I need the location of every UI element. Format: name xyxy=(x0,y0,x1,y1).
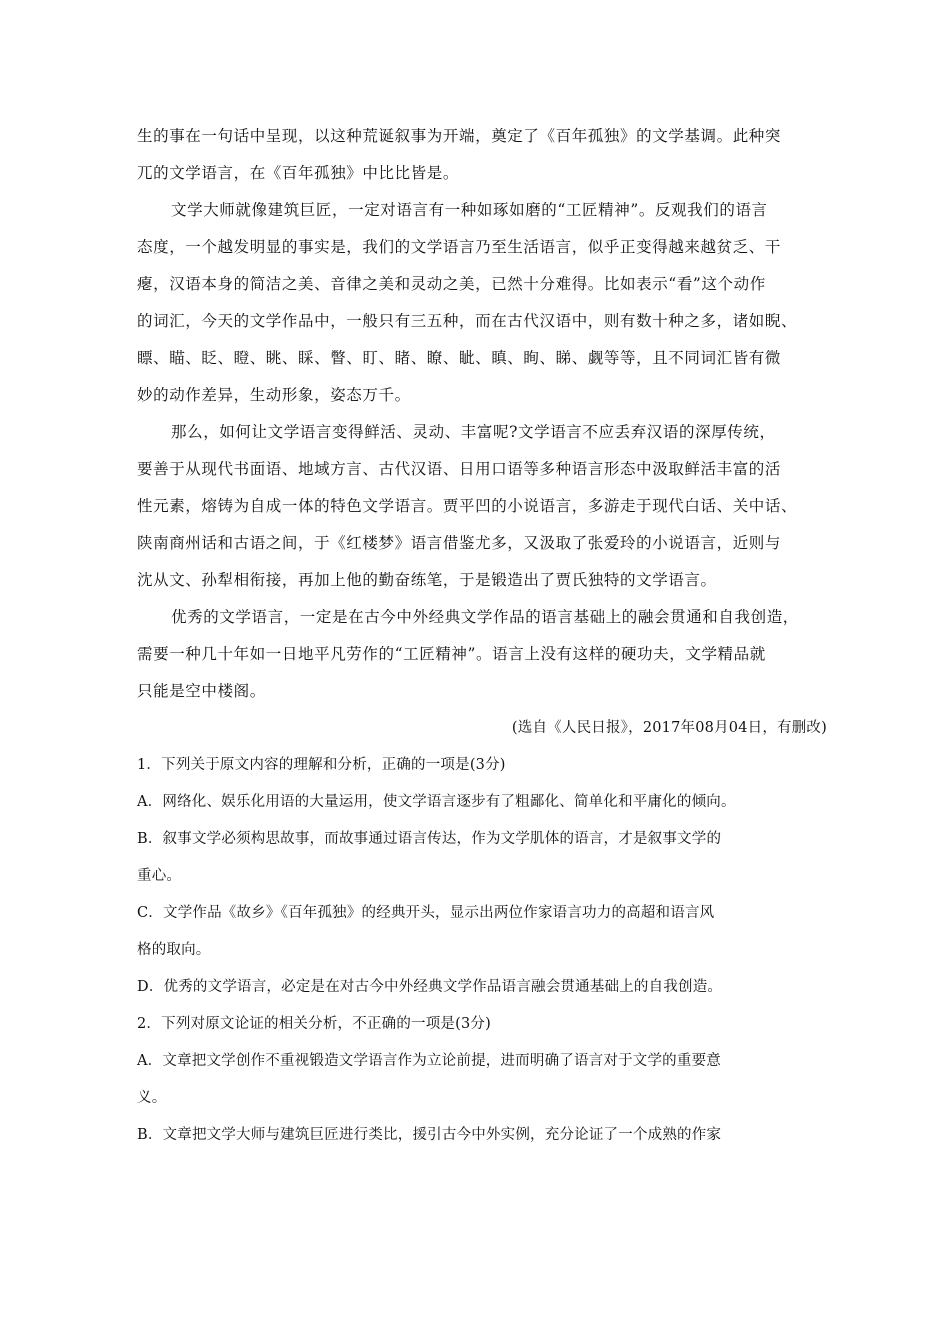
text-line: 性元素，熔铸为自成一体的特色文学语言。贾平凹的小说语言，多游走于现代白话、关中话、 xyxy=(137,497,798,515)
option-d: D．优秀的文学语言，必定是在对古今中外经典文学作品语言融会贯通基础上的自我创造。 xyxy=(137,979,723,995)
text-line: 的词汇，今天的文学作品中，一般只有三五种，而在古代汉语中，则有数十种之多，诸如睨、 xyxy=(137,312,798,330)
text-line: 态度，一个越发明显的事实是，我们的文学语言乃至生活语言，似乎正变得越来越贫乏、干 xyxy=(137,238,782,256)
option-a-continued: 义。 xyxy=(137,1090,167,1106)
document-page xyxy=(137,118,827,1154)
option-b: B．文章把文学大师与建筑巨匠进行类比，援引古今中外实例，充分论证了一个成熟的作家 xyxy=(137,1127,722,1143)
text-line: 只能是空中楼阁。 xyxy=(137,682,266,700)
text-line: 需要一种几十年如一日地平凡劳作的“工匠精神”。语言上没有这样的硬功夫，文学精品就 xyxy=(137,645,766,663)
question-stem: 1．下列关于原文内容的理解和分析，正确的一项是(3分) xyxy=(137,757,506,773)
text-line: 优秀的文学语言，一定是在古今中外经典文学作品的语言基础上的融会贯通和自我创造， xyxy=(171,608,799,626)
question-2 xyxy=(137,1006,827,1154)
option-a: A．文章把文学创作不重视锻造文学语言作为立论前提，进而明确了语言对于文学的重要意 xyxy=(137,1053,721,1069)
option-a: A．网络化、娱乐化用语的大量运用，使文学语言逐步有了粗鄙化、简单化和平庸化的倾向。 xyxy=(137,794,736,810)
paragraph-1 xyxy=(137,118,827,192)
text-line: 生的事在一句话中呈现，以这种荒诞叙事为开端，奠定了《百年孤独》的文学基调。此种突 xyxy=(137,127,782,145)
text-line: 妙的动作差异，生动形象，姿态万千。 xyxy=(137,386,411,404)
source-citation: (选自《人民日报》，2017年08月04日，有删改) xyxy=(511,720,827,736)
text-line: 文学大师就像建筑巨匠，一定对语言有一种如琢如磨的“工匠精神”。反观我们的语言 xyxy=(171,201,768,219)
option-c-continued: 格的取向。 xyxy=(137,942,211,958)
text-line: 沈从文、孙犁相衔接，再加上他的勤奋练笔，于是锻造出了贾氏独特的文学语言。 xyxy=(137,571,717,589)
paragraph-3 xyxy=(137,414,827,599)
paragraph-2 xyxy=(137,192,827,414)
text-line: 瘪，汉语本身的简洁之美、音律之美和灵动之美，已然十分难得。比如表示“看”这个动作 xyxy=(137,275,766,293)
text-line: 陕南商州话和古语之间，于《红楼梦》语言借鉴尤多，又汲取了张爱玲的小说语言，近则与 xyxy=(137,534,782,552)
question-stem: 2．下列对原文论证的相关分析，不正确的一项是(3分) xyxy=(137,1016,491,1032)
option-b-continued: 重心。 xyxy=(137,868,182,884)
option-c: C．文学作品《故乡》《百年孤独》的经典开头，显示出两位作家语言功力的高超和语言风 xyxy=(137,905,715,921)
text-line: 那么，如何让文学语言变得鲜活、灵动、丰富呢?文学语言不应丢弃汉语的深厚传统， xyxy=(171,423,776,441)
paragraph-4 xyxy=(137,599,827,710)
text-line: 兀的文学语言，在《百年孤独》中比比皆是。 xyxy=(137,164,460,182)
text-line: 要善于从现代书面语、地域方言、古代汉语、日用口语等多种语言形态中汲取鲜活丰富的活 xyxy=(137,460,782,478)
question-1 xyxy=(137,747,827,1006)
option-b: B．叙事文学必须构思故事，而故事通过语言传达，作为文学肌体的语言，才是叙事文学的 xyxy=(137,831,722,847)
text-line: 瞟、瞄、眨、瞪、眺、睬、瞥、盯、睹、瞭、眦、瞋、眴、睇、觑等等，且不同词汇皆有微 xyxy=(137,349,782,367)
